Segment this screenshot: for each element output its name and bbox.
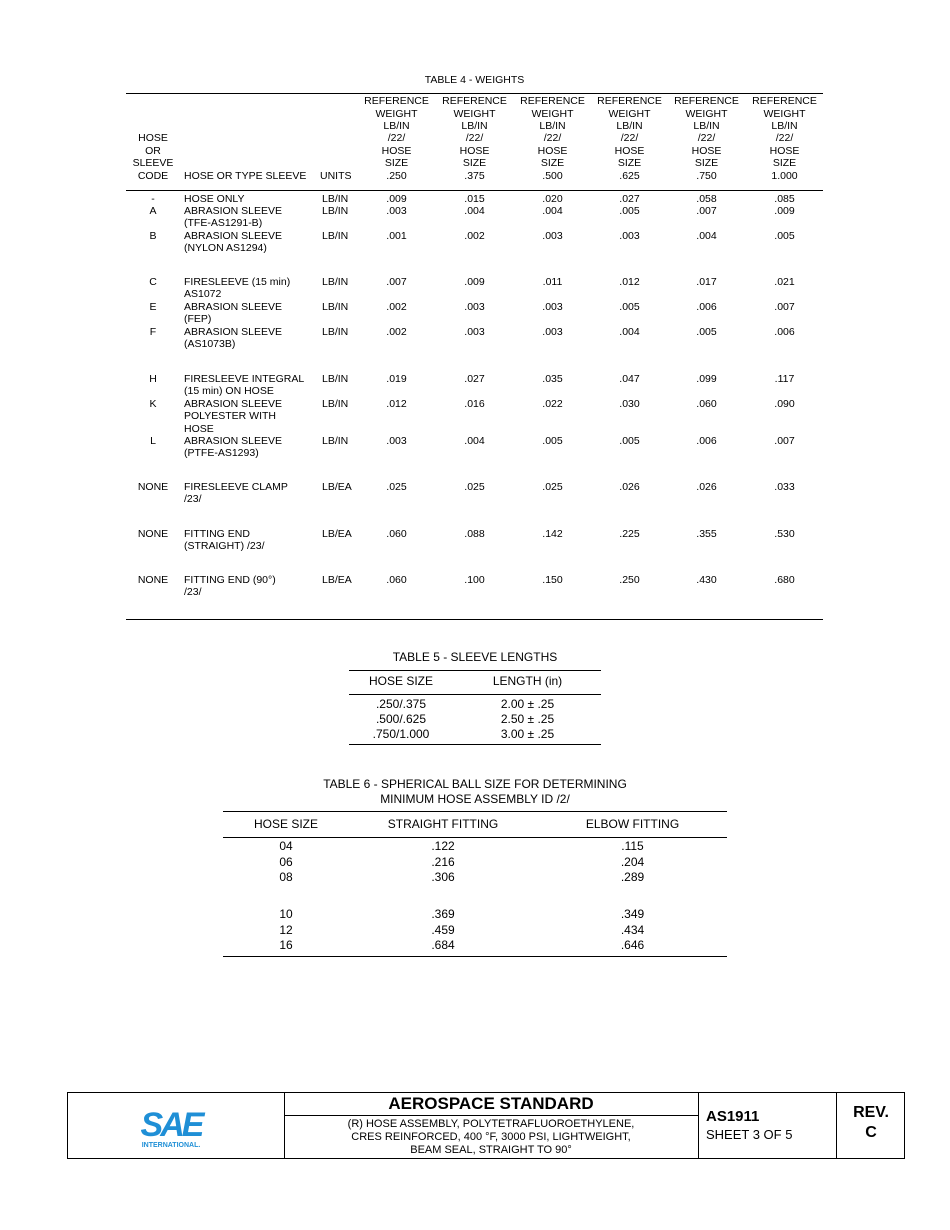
table4-cell-units: LB/IN — [322, 230, 349, 242]
table4-cell-value: .099 — [696, 373, 717, 385]
table6-cell-hose-size: 06 — [279, 855, 293, 869]
table4-cell-type: ABRASION SLEEVE (AS1073B) — [184, 326, 283, 351]
table6-cell-hose-size: 04 — [279, 839, 293, 853]
table4-cell-type: FITTING END (STRAIGHT) /23/ — [184, 528, 265, 553]
table4-cell-units: LB/EA — [322, 481, 352, 493]
table4-cell-type: ABRASION SLEEVE (TFE-AS1291-B) — [184, 205, 283, 230]
table4-cell-units: LB/IN — [322, 276, 349, 288]
table6-cell-elbow: .289 — [620, 870, 645, 884]
table6-cell-straight: .216 — [431, 855, 455, 869]
table4-cell-code: E — [149, 301, 157, 313]
table6-cell-elbow: .115 — [621, 839, 644, 853]
table4-header-size-1000: REFERENCE WEIGHT LB/IN /22/ HOSE SIZE 1.000 — [752, 95, 817, 182]
table4-cell-value: .003 — [464, 326, 485, 338]
table6-cell-elbow: .646 — [620, 938, 645, 952]
table4-cell-value: .003 — [542, 326, 563, 338]
revision-value: C — [865, 1124, 877, 1141]
table4-cell-code: H — [149, 373, 157, 385]
table4-cell-value: .012 — [386, 398, 407, 410]
table6-bottom-rule — [223, 956, 727, 957]
sheet-number: SHEET 3 OF 5 — [706, 1127, 793, 1142]
table6-cell-straight: .684 — [431, 938, 455, 952]
table4-cell-units: LB/IN — [322, 398, 349, 410]
table4-cell-value: .117 — [774, 373, 795, 385]
table4-cell-value: .020 — [542, 193, 563, 205]
table4-cell-type: ABRASION SLEEVE POLYESTER WITH HOSE — [184, 398, 283, 435]
table5-cell-hose-size: .500/.625 — [375, 712, 427, 726]
table4-cell-value: .007 — [774, 301, 795, 313]
table4-cell-type: ABRASION SLEEVE (NYLON AS1294) — [184, 230, 283, 255]
table4-cell-value: .007 — [696, 205, 717, 217]
table4-top-rule — [126, 93, 823, 94]
table4-cell-value: .011 — [542, 276, 563, 288]
table4-cell-value: .016 — [464, 398, 485, 410]
table4-cell-value: .003 — [464, 301, 485, 313]
table4-cell-value: .035 — [542, 373, 563, 385]
table4-cell-type: HOSE ONLY — [184, 193, 245, 205]
table4-cell-type: FITTING END (90°) /23/ — [184, 574, 276, 599]
table4-cell-value: .026 — [619, 481, 640, 493]
table4-cell-value: .012 — [619, 276, 640, 288]
table4-cell-value: .015 — [464, 193, 485, 205]
table4-cell-units: LB/IN — [322, 326, 349, 338]
table4-cell-units: LB/EA — [322, 574, 352, 586]
table4-cell-units: LB/IN — [322, 301, 349, 313]
table4-cell-type: FIRESLEEVE CLAMP /23/ — [184, 481, 288, 506]
title-block-divider — [698, 1093, 699, 1158]
table4-cell-value: .007 — [386, 276, 407, 288]
table4-cell-value: .003 — [542, 301, 563, 313]
table4-cell-value: .680 — [774, 574, 795, 586]
table6-cell-hose-size: 08 — [279, 870, 293, 884]
table4-cell-value: .027 — [464, 373, 485, 385]
table4-cell-units: LB/IN — [322, 373, 349, 385]
table4-cell-units: LB/IN — [322, 435, 349, 447]
table5-cell-length: 3.00 ± .25 — [500, 727, 555, 741]
table6-cell-elbow: .349 — [620, 907, 645, 921]
table4-cell-value: .002 — [386, 301, 407, 313]
table4-header-code: HOSE OR SLEEVE CODE — [132, 132, 174, 182]
table4-cell-code: - — [151, 193, 155, 205]
sae-logo-text: SAE — [140, 1106, 202, 1144]
table4-cell-value: .030 — [619, 398, 640, 410]
table4-cell-units: LB/EA — [322, 528, 352, 540]
table4-cell-code: K — [149, 398, 157, 410]
table4-cell-value: .001 — [386, 230, 407, 242]
table4-cell-code: L — [150, 435, 156, 447]
table6-header-rule — [223, 837, 727, 838]
table4-cell-value: .250 — [619, 574, 640, 586]
sae-logo-subtext: INTERNATIONAL. — [141, 1142, 201, 1149]
table4-cell-value: .004 — [696, 230, 717, 242]
table4-cell-value: .004 — [464, 205, 485, 217]
table4-cell-value: .530 — [774, 528, 795, 540]
table4-cell-value: .005 — [774, 230, 795, 242]
table4-cell-value: .047 — [619, 373, 640, 385]
table4-cell-value: .004 — [619, 326, 640, 338]
title-block — [67, 1092, 905, 1159]
table4-cell-value: .006 — [696, 435, 717, 447]
table4-cell-code: F — [149, 326, 157, 338]
table5-cell-length: 2.50 ± .25 — [500, 712, 555, 726]
table4-header-size-750: REFERENCE WEIGHT LB/IN /22/ HOSE SIZE .750 — [674, 95, 739, 182]
table6-cell-hose-size: 12 — [279, 923, 293, 937]
table5-cell-hose-size: .250/.375 — [375, 697, 427, 711]
table6-header-elbow: ELBOW FITTING — [585, 817, 680, 831]
table5-header-rule — [349, 694, 601, 695]
table5-cell-length: 2.00 ± .25 — [500, 697, 555, 711]
table4-header-units: UNITS — [320, 169, 352, 182]
table4-cell-code: NONE — [137, 528, 169, 540]
table4-cell-code: NONE — [137, 574, 169, 586]
table4-cell-value: .009 — [774, 205, 795, 217]
table4-cell-value: .025 — [464, 481, 485, 493]
table4-cell-value: .019 — [386, 373, 407, 385]
table4-header-rule — [126, 190, 823, 191]
table4-header-type: HOSE OR TYPE SLEEVE — [184, 169, 307, 182]
table6-cell-hose-size: 10 — [279, 907, 293, 921]
table6-header-straight: STRAIGHT FITTING — [387, 817, 499, 831]
table6-cell-straight: .369 — [431, 907, 455, 921]
standard-subtitle: (R) HOSE ASSEMBLY, POLYTETRAFLUOROETHYLENE, CRES REINFORCED, 400 °F, 3000 PSI, LIGHTWEIGHT, BEAM SEAL, STRAIGHT TO 90° — [347, 1118, 635, 1156]
table6-cell-elbow: .434 — [620, 923, 645, 937]
table4-cell-value: .009 — [464, 276, 485, 288]
table4-cell-value: .025 — [386, 481, 407, 493]
table5-header-length: LENGTH (in) — [492, 674, 563, 688]
table6-cell-straight: .306 — [431, 870, 455, 884]
table6-top-rule — [223, 811, 727, 812]
table4-cell-value: .003 — [619, 230, 640, 242]
table4-cell-code: B — [149, 230, 157, 242]
table4-cell-value: .017 — [696, 276, 717, 288]
table4-header-size-375: REFERENCE WEIGHT LB/IN /22/ HOSE SIZE .375 — [442, 95, 507, 182]
table4-cell-value: .006 — [696, 301, 717, 313]
table6-cell-straight: .122 — [431, 839, 455, 853]
table5-title: TABLE 5 - SLEEVE LENGTHS — [392, 650, 558, 664]
sae-logo — [136, 1105, 206, 1150]
table4-cell-value: .002 — [464, 230, 485, 242]
table4-cell-value: .085 — [774, 193, 795, 205]
table4-cell-value: .009 — [386, 193, 407, 205]
table4-header — [126, 96, 823, 182]
title-block-rule — [284, 1115, 698, 1116]
table4-cell-value: .027 — [619, 193, 640, 205]
table4-cell-code: C — [149, 276, 157, 288]
table4-cell-value: .060 — [386, 528, 407, 540]
table4-cell-value: .026 — [696, 481, 717, 493]
table6-cell-straight: .459 — [431, 923, 455, 937]
table4-cell-value: .100 — [464, 574, 485, 586]
revision — [836, 1103, 906, 1143]
table4-cell-type: FIRESLEEVE (15 min) AS1072 — [184, 276, 291, 301]
table4-header-size-500: REFERENCE WEIGHT LB/IN /22/ HOSE SIZE .500 — [520, 95, 585, 182]
table6-cell-elbow: .204 — [620, 855, 645, 869]
table4-header-size-250: REFERENCE WEIGHT LB/IN /22/ HOSE SIZE .250 — [364, 95, 429, 182]
table4-title: TABLE 4 - WEIGHTS — [424, 74, 525, 86]
table4-cell-value: .005 — [619, 205, 640, 217]
table4-cell-code: A — [149, 205, 157, 217]
table4-cell-value: .003 — [542, 230, 563, 242]
table6-cell-hose-size: 16 — [279, 938, 293, 952]
table4-cell-code: NONE — [137, 481, 169, 493]
document-number: AS1911 — [706, 1108, 760, 1125]
table4-cell-value: .005 — [619, 301, 640, 313]
table4-cell-value: .088 — [464, 528, 485, 540]
table5-header-hose-size: HOSE SIZE — [368, 674, 433, 688]
table4-cell-value: .005 — [619, 435, 640, 447]
table4-bottom-rule — [126, 619, 823, 620]
table5-cell-hose-size: .750/1.000 — [372, 727, 430, 741]
table4-cell-value: .150 — [542, 574, 563, 586]
table4-cell-value: .355 — [696, 528, 717, 540]
table4-cell-value: .060 — [696, 398, 717, 410]
table4-cell-value: .006 — [774, 326, 795, 338]
table4-cell-units: LB/IN — [322, 205, 349, 217]
table4-cell-value: .007 — [774, 435, 795, 447]
table4-cell-value: .430 — [696, 574, 717, 586]
table4-cell-value: .142 — [542, 528, 563, 540]
standard-title: AEROSPACE STANDARD — [388, 1094, 594, 1113]
table5-top-rule — [349, 670, 601, 671]
table4-cell-value: .004 — [464, 435, 485, 447]
table4-cell-value: .004 — [542, 205, 563, 217]
table4-cell-value: .022 — [542, 398, 563, 410]
table5-bottom-rule — [349, 744, 601, 745]
table4-cell-value: .003 — [386, 205, 407, 217]
table4-cell-value: .005 — [542, 435, 563, 447]
table4-header-size-625: REFERENCE WEIGHT LB/IN /22/ HOSE SIZE .625 — [597, 95, 662, 182]
table4-cell-value: .025 — [542, 481, 563, 493]
table4-cell-value: .060 — [386, 574, 407, 586]
revision-label: REV. — [853, 1104, 889, 1121]
table4-cell-value: .033 — [774, 481, 795, 493]
table4-cell-type: FIRESLEEVE INTEGRAL (15 min) ON HOSE — [184, 373, 305, 398]
table4-cell-value: .090 — [774, 398, 795, 410]
table4-cell-value: .021 — [774, 276, 795, 288]
table4-cell-type: ABRASION SLEEVE (FEP) — [184, 301, 283, 326]
table4-cell-value: .003 — [386, 435, 407, 447]
table6-title: TABLE 6 - SPHERICAL BALL SIZE FOR DETERMINING MINIMUM HOSE ASSEMBLY ID /2/ — [323, 777, 627, 806]
table4-cell-value: .005 — [696, 326, 717, 338]
table6-header-hose-size: HOSE SIZE — [253, 817, 318, 831]
table4-cell-value: .058 — [696, 193, 717, 205]
table4-cell-value: .225 — [619, 528, 640, 540]
table4-cell-units: LB/IN — [322, 193, 349, 205]
table4-cell-value: .002 — [386, 326, 407, 338]
table4-cell-type: ABRASION SLEEVE (PTFE-AS1293) — [184, 435, 283, 460]
